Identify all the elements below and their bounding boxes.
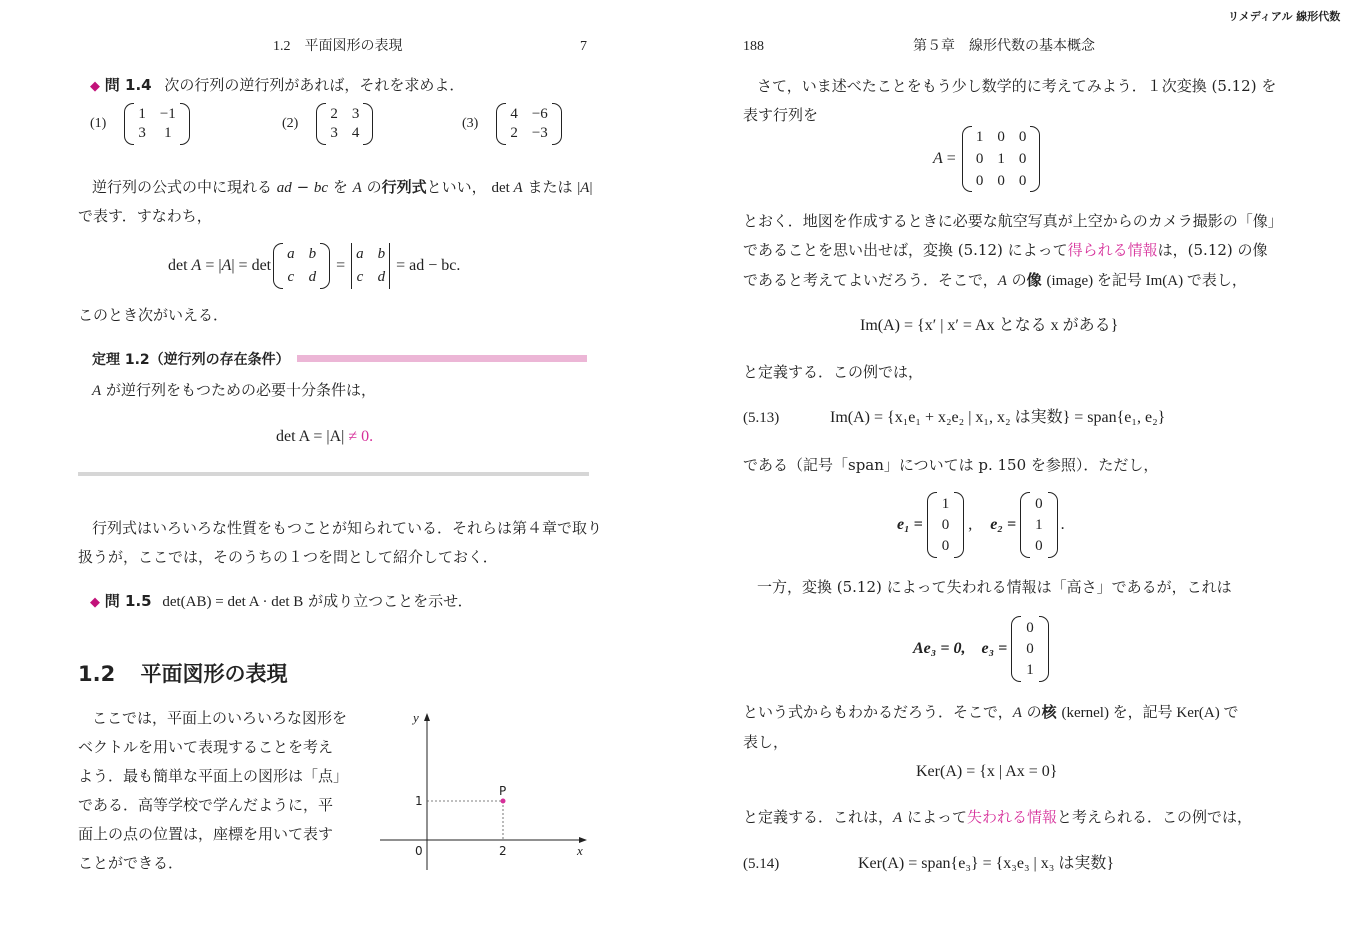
problem-1-4-item-1	[90, 100, 190, 148]
highlight-lost-info: 失われる情報	[966, 808, 1057, 826]
problem-text: が成り立つことを示せ．	[308, 592, 473, 610]
problem-formula: det(AB) = det A · det B	[162, 594, 304, 610]
y-axis-label: y	[413, 710, 419, 725]
term-image: 像	[1026, 271, 1042, 289]
theorem-text: A が逆行列をもつための必要十分条件は，	[92, 381, 376, 399]
equation-5-14: Ker(A) = span{e₃} = {x₃e₃ | x₃ は実数}	[858, 855, 1115, 872]
right-page	[675, 0, 1350, 945]
section-text-line-3: よう．最も簡単な平面上の図形は「点」	[78, 767, 349, 785]
point-p	[501, 799, 506, 804]
paragraph-1-line2: 表す行列を	[743, 106, 819, 124]
paragraph-determinant-intro-line2: で表す．すなわち，	[78, 207, 212, 225]
term-kernel: 核	[1041, 703, 1057, 721]
theorem-bottom-rule	[78, 472, 589, 476]
coordinate-graph	[375, 705, 595, 875]
y-axis-arrow	[424, 713, 430, 721]
matrix: 4 −6 2 −3	[496, 103, 561, 145]
image-definition: Im(A) = {x′ | x′ = Ax となる x がある}	[860, 317, 1119, 334]
matrix: 2 3 3 4	[316, 103, 373, 145]
item-number: (1)	[90, 116, 107, 131]
paragraph-4: である（記号「span」については p. 150 を参照）．ただし，	[743, 456, 1159, 474]
kernel-definition: Ker(A) = {x | Ax = 0}	[916, 763, 1058, 780]
paragraph-3: と定義する．この例では，	[743, 363, 924, 381]
problem-1-5	[90, 591, 473, 613]
series-title: リメディアル 線形代数	[1228, 10, 1341, 23]
paragraph-6-line2: 表し，	[743, 733, 789, 751]
right-page-number: 188	[743, 39, 764, 54]
section-title: 平面図形の表現	[140, 662, 288, 686]
highlight-obtained-info: 得られる情報	[1067, 241, 1158, 259]
left-running-header: 1.2 平面図形の表現	[273, 39, 403, 54]
section-text-line-2: ベクトルを用いて表現することを考え	[78, 738, 334, 756]
diamond-icon: ◆	[90, 79, 100, 94]
section-text-line-6: ことができる．	[78, 854, 184, 872]
paragraph-6-line1: という式からもわかるだろう．そこで，A の核 (kernel) を，記号 Ker(A) で	[743, 703, 1239, 721]
paragraph-1-line1: さて，いま述べたことをもう少し数学的に考えてみよう．１次変換 (5.12) を	[757, 77, 1277, 95]
item-number: (2)	[282, 116, 299, 131]
problem-1-4-item-2	[282, 100, 373, 148]
paragraph-properties-line2: 扱うが，ここでは，そのうちの１つを問として紹介しておく．	[78, 548, 498, 566]
kernel-example-display: Ae₃ = 0, e₃ = 0 0 1	[913, 614, 1049, 684]
determinant-formula: det A = |A| = det a b c d = a b c d = ad − bc.	[168, 240, 460, 292]
right-running-header: 第５章 線形代数の基本概念	[913, 39, 1095, 54]
equation-5-13-number: (5.13)	[743, 410, 780, 426]
problem-1-4	[90, 75, 464, 97]
section-text-line-1: ここでは，平面上のいろいろな図形を	[92, 709, 348, 727]
section-number: 1.2	[78, 662, 116, 686]
section-heading	[78, 660, 288, 688]
section-text-line-4: である．高等学校で学んだように，平	[78, 796, 334, 814]
y-tick-label: 1	[415, 794, 423, 808]
term-determinant: 行列式	[381, 178, 427, 196]
x-tick-label: 2	[499, 844, 507, 858]
paragraph-2-line1: とおく．地図を作成するときに必要な航空写真が上空からのカメラ撮影の「像」	[743, 212, 1283, 230]
basis-vectors-display: e₁ = 1 0 0 , e₂ = 0 1 0 .	[897, 490, 1065, 560]
item-number: (3)	[462, 116, 479, 131]
equation-5-13: Im(A) = {x₁e₁ + x₂e₂ | x₁, x₂ は実数} = span{e₁, e₂}	[830, 409, 1166, 426]
theorem-formula: det A = |A| ≠ 0.	[276, 428, 374, 445]
problem-text: 次の行列の逆行列があれば，それを求めよ．	[164, 76, 465, 94]
problem-label: 問 1.4	[104, 76, 152, 94]
x-axis-label: x	[577, 843, 583, 858]
paragraph-2-line2: であることを思い出せば，変換 (5.12) によって得られる情報は，(5.12) の像	[743, 241, 1268, 259]
diamond-icon: ◆	[90, 595, 100, 610]
origin-label: 0	[415, 844, 423, 858]
problem-1-4-item-3	[462, 100, 562, 148]
matrix: 1 −1 3 1	[124, 103, 189, 145]
paragraph-determinant-intro: 逆行列の公式の中に現れる ad − bc を A の行列式といい， det A または |A|	[92, 178, 593, 196]
problem-label: 問 1.5	[104, 592, 152, 610]
paragraph-then: このとき次がいえる．	[78, 306, 229, 324]
matrix-a-display: A = 1 0 0 0 1 0 0 0 0	[933, 124, 1040, 194]
theorem-accent-bar	[297, 355, 587, 362]
section-text-line-5: 面上の点の位置は，座標を用いて表す	[78, 825, 334, 843]
paragraph-5: 一方，変換 (5.12) によって失われる情報は「高さ」であるが，これは	[757, 578, 1232, 596]
paragraph-2-line3: であると考えてよいだろう．そこで，A の像 (image) を記号 Im(A) で表し，	[743, 271, 1247, 289]
paragraph-7: と定義する．これは，A によって失われる情報と考えられる．この例では，	[743, 808, 1253, 826]
theorem-title: 定理 1.2（逆行列の存在条件）	[92, 352, 290, 368]
paragraph-properties-line1: 行列式はいろいろな性質をもつことが知られている．それらは第４章で取り	[92, 519, 603, 537]
left-page-number: 7	[580, 39, 587, 54]
equation-5-14-number: (5.14)	[743, 856, 780, 872]
point-label: P	[499, 784, 507, 798]
